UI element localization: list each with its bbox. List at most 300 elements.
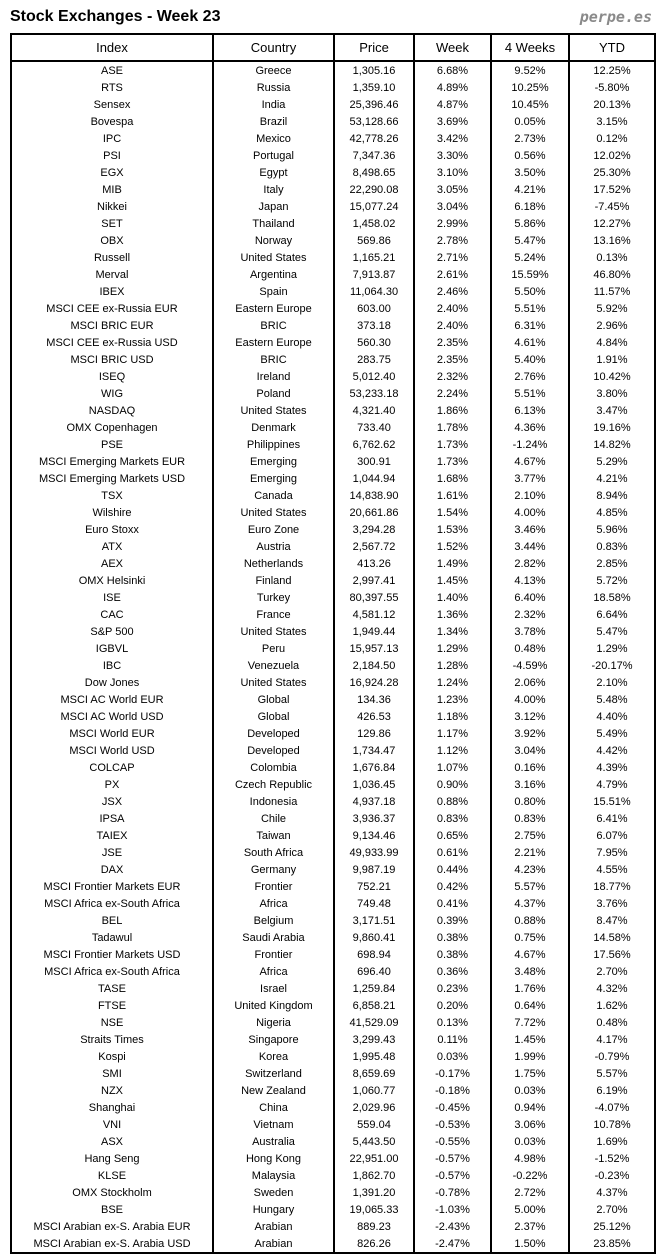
cell-price: 698.94 xyxy=(334,946,414,963)
cell-ytd: 4.85% xyxy=(596,506,628,519)
table-row xyxy=(11,742,655,759)
cell-country: Spain xyxy=(213,283,334,300)
cell-4-weeks: 3.06% xyxy=(491,1116,569,1133)
table-header-row xyxy=(11,34,655,61)
cell-week: 1.34% xyxy=(414,623,491,640)
cell-4-weeks: 0.16% xyxy=(491,759,569,776)
column-header-country: Country xyxy=(213,34,334,61)
cell-week: 4.87% xyxy=(414,96,491,113)
column-header-ytd: YTD xyxy=(569,34,655,61)
cell-country: Norway xyxy=(213,232,334,249)
cell-4-weeks: -0.22% xyxy=(491,1167,569,1184)
cell-index: Dow Jones xyxy=(11,674,213,691)
cell-ytd: -20.17% xyxy=(591,659,633,672)
table-row xyxy=(11,725,655,742)
cell-index: MSCI Africa ex-South Africa xyxy=(11,963,213,980)
cell-index: CAC xyxy=(11,606,213,623)
cell-price: 3,294.28 xyxy=(334,521,414,538)
cell-country: Greece xyxy=(213,61,334,79)
cell-ytd: 0.48% xyxy=(596,1016,628,1029)
cell-index: RTS xyxy=(11,79,213,96)
cell-4-weeks: 2.76% xyxy=(491,368,569,385)
cell-4-weeks: 3.12% xyxy=(491,708,569,725)
cell-4-weeks: 0.03% xyxy=(491,1133,569,1150)
cell-week: 0.38% xyxy=(414,946,491,963)
cell-ytd: 13.16% xyxy=(593,234,631,247)
cell-ytd: -7.45% xyxy=(594,200,630,213)
cell-country: Japan xyxy=(213,198,334,215)
cell-price: 1,862.70 xyxy=(334,1167,414,1184)
cell-week: -0.45% xyxy=(414,1099,491,1116)
cell-index: Tadawul xyxy=(11,929,213,946)
table-row xyxy=(11,1167,655,1184)
cell-price: 559.04 xyxy=(334,1116,414,1133)
table-row xyxy=(11,61,655,79)
cell-price: 1,995.48 xyxy=(334,1048,414,1065)
table-row xyxy=(11,436,655,453)
cell-4-weeks: 10.45% xyxy=(491,96,569,113)
cell-price: 134.36 xyxy=(334,691,414,708)
cell-country: New Zealand xyxy=(213,1082,334,1099)
cell-week: 3.04% xyxy=(414,198,491,215)
cell-price: 42,778.26 xyxy=(334,130,414,147)
table-row xyxy=(11,878,655,895)
cell-4-weeks: 3.50% xyxy=(491,164,569,181)
cell-ytd: 5.92% xyxy=(596,302,628,315)
cell-week: 3.05% xyxy=(414,181,491,198)
cell-4-weeks: 6.18% xyxy=(491,198,569,215)
cell-4-weeks: 0.88% xyxy=(491,912,569,929)
cell-ytd: 20.13% xyxy=(593,98,631,111)
table-row xyxy=(11,453,655,470)
table-row xyxy=(11,844,655,861)
table-row xyxy=(11,266,655,283)
cell-ytd: 18.77% xyxy=(593,880,631,893)
table-row xyxy=(11,317,655,334)
table-row xyxy=(11,487,655,504)
cell-ytd: 0.12% xyxy=(596,132,628,145)
cell-4-weeks: 15.59% xyxy=(491,266,569,283)
cell-country: India xyxy=(213,96,334,113)
cell-index: FTSE xyxy=(11,997,213,1014)
cell-week: 1.68% xyxy=(414,470,491,487)
table-row xyxy=(11,929,655,946)
cell-week: 1.73% xyxy=(414,453,491,470)
cell-price: 22,951.00 xyxy=(334,1150,414,1167)
cell-4-weeks: 1.76% xyxy=(491,980,569,997)
table-row xyxy=(11,1048,655,1065)
cell-index: Euro Stoxx xyxy=(11,521,213,538)
cell-4-weeks: 7.72% xyxy=(491,1014,569,1031)
column-header-4-weeks: 4 Weeks xyxy=(491,34,569,61)
cell-country: Sweden xyxy=(213,1184,334,1201)
cell-country: Finland xyxy=(213,572,334,589)
cell-ytd: 1.91% xyxy=(596,353,628,366)
cell-price: 22,290.08 xyxy=(334,181,414,198)
cell-4-weeks: 5.86% xyxy=(491,215,569,232)
cell-week: 1.29% xyxy=(414,640,491,657)
table-row xyxy=(11,963,655,980)
cell-country: Venezuela xyxy=(213,657,334,674)
cell-ytd: 1.29% xyxy=(596,642,628,655)
cell-price: 129.86 xyxy=(334,725,414,742)
cell-index: Merval xyxy=(11,266,213,283)
cell-ytd: -4.07% xyxy=(594,1101,630,1114)
cell-price: 7,913.87 xyxy=(334,266,414,283)
cell-ytd: 12.02% xyxy=(593,149,631,162)
table-row xyxy=(11,351,655,368)
cell-country: Africa xyxy=(213,895,334,912)
cell-price: 1,359.10 xyxy=(334,79,414,96)
cell-4-weeks: 2.32% xyxy=(491,606,569,623)
cell-4-weeks: 4.67% xyxy=(491,453,569,470)
cell-week: 0.61% xyxy=(414,844,491,861)
table-row xyxy=(11,776,655,793)
table-row xyxy=(11,1218,655,1235)
cell-country: Brazil xyxy=(213,113,334,130)
table-row xyxy=(11,521,655,538)
cell-country: Frontier xyxy=(213,878,334,895)
cell-week: 1.23% xyxy=(414,691,491,708)
cell-price: 1,949.44 xyxy=(334,623,414,640)
cell-ytd: 3.15% xyxy=(596,115,628,128)
cell-country: China xyxy=(213,1099,334,1116)
cell-index: MSCI BRIC USD xyxy=(11,351,213,368)
cell-ytd: 8.94% xyxy=(596,489,628,502)
table-row xyxy=(11,147,655,164)
cell-index: NASDAQ xyxy=(11,402,213,419)
cell-index: OBX xyxy=(11,232,213,249)
cell-index: PSI xyxy=(11,147,213,164)
cell-index: EGX xyxy=(11,164,213,181)
cell-price: 283.75 xyxy=(334,351,414,368)
cell-week: -0.55% xyxy=(414,1133,491,1150)
table-row xyxy=(11,198,655,215)
cell-4-weeks: 3.78% xyxy=(491,623,569,640)
cell-ytd: 0.13% xyxy=(596,251,628,264)
cell-week: 3.42% xyxy=(414,130,491,147)
cell-country: Eastern Europe xyxy=(213,300,334,317)
cell-price: 9,860.41 xyxy=(334,929,414,946)
cell-country: BRIC xyxy=(213,351,334,368)
cell-ytd: 4.21% xyxy=(596,472,628,485)
cell-price: 733.40 xyxy=(334,419,414,436)
cell-price: 15,077.24 xyxy=(334,198,414,215)
cell-4-weeks: 6.40% xyxy=(491,589,569,606)
cell-index: MSCI BRIC EUR xyxy=(11,317,213,334)
cell-country: Hong Kong xyxy=(213,1150,334,1167)
table-row xyxy=(11,861,655,878)
cell-week: 2.99% xyxy=(414,215,491,232)
cell-country: Korea xyxy=(213,1048,334,1065)
cell-4-weeks: 5.57% xyxy=(491,878,569,895)
cell-country: Global xyxy=(213,691,334,708)
cell-price: 1,734.47 xyxy=(334,742,414,759)
cell-week: 0.03% xyxy=(414,1048,491,1065)
table-row xyxy=(11,538,655,555)
cell-ytd: 1.62% xyxy=(596,999,628,1012)
cell-week: 2.61% xyxy=(414,266,491,283)
cell-index: TSX xyxy=(11,487,213,504)
table-row xyxy=(11,249,655,266)
cell-price: 4,581.12 xyxy=(334,606,414,623)
cell-ytd: 23.85% xyxy=(593,1237,631,1250)
cell-ytd: 2.70% xyxy=(596,1203,628,1216)
cell-index: MSCI Frontier Markets EUR xyxy=(11,878,213,895)
cell-ytd: 17.56% xyxy=(593,948,631,961)
cell-ytd: 4.32% xyxy=(596,982,628,995)
table-row xyxy=(11,113,655,130)
cell-country: Italy xyxy=(213,181,334,198)
cell-index: ISEQ xyxy=(11,368,213,385)
cell-ytd: -5.80% xyxy=(594,81,630,94)
table-row xyxy=(11,674,655,691)
cell-ytd: 6.07% xyxy=(596,829,628,842)
cell-week: 1.53% xyxy=(414,521,491,538)
cell-4-weeks: 5.24% xyxy=(491,249,569,266)
cell-ytd: 5.57% xyxy=(596,1067,628,1080)
cell-price: 5,012.40 xyxy=(334,368,414,385)
cell-index: MSCI Emerging Markets EUR xyxy=(11,453,213,470)
cell-week: 1.61% xyxy=(414,487,491,504)
cell-index: Kospi xyxy=(11,1048,213,1065)
cell-ytd: 17.52% xyxy=(593,183,631,196)
cell-country: Belgium xyxy=(213,912,334,929)
table-row xyxy=(11,385,655,402)
cell-index: IPC xyxy=(11,130,213,147)
cell-week: 1.24% xyxy=(414,674,491,691)
cell-4-weeks: 4.61% xyxy=(491,334,569,351)
cell-price: 41,529.09 xyxy=(334,1014,414,1031)
cell-ytd: 4.42% xyxy=(596,744,628,757)
cell-4-weeks: 2.75% xyxy=(491,827,569,844)
table-row xyxy=(11,997,655,1014)
cell-index: NZX xyxy=(11,1082,213,1099)
table-row xyxy=(11,402,655,419)
cell-ytd: 4.37% xyxy=(596,1186,628,1199)
table-row xyxy=(11,96,655,113)
cell-week: 1.07% xyxy=(414,759,491,776)
cell-country: Peru xyxy=(213,640,334,657)
cell-index: PX xyxy=(11,776,213,793)
cell-4-weeks: 0.56% xyxy=(491,147,569,164)
table-row xyxy=(11,793,655,810)
cell-price: 2,184.50 xyxy=(334,657,414,674)
cell-country: Egypt xyxy=(213,164,334,181)
table-row xyxy=(11,946,655,963)
cell-price: 603.00 xyxy=(334,300,414,317)
cell-ytd: -0.23% xyxy=(594,1169,630,1182)
cell-country: South Africa xyxy=(213,844,334,861)
cell-week: 1.17% xyxy=(414,725,491,742)
cell-week: -0.18% xyxy=(414,1082,491,1099)
cell-week: 1.40% xyxy=(414,589,491,606)
cell-price: 373.18 xyxy=(334,317,414,334)
cell-index: Bovespa xyxy=(11,113,213,130)
cell-4-weeks: 4.13% xyxy=(491,572,569,589)
cell-price: 889.23 xyxy=(334,1218,414,1235)
cell-4-weeks: 2.73% xyxy=(491,130,569,147)
table-row xyxy=(11,912,655,929)
cell-price: 8,659.69 xyxy=(334,1065,414,1082)
table-row xyxy=(11,1235,655,1253)
cell-week: 0.11% xyxy=(414,1031,491,1048)
cell-ytd: 6.19% xyxy=(596,1084,628,1097)
cell-4-weeks: 5.00% xyxy=(491,1201,569,1218)
cell-index: IBEX xyxy=(11,283,213,300)
table-row xyxy=(11,504,655,521)
cell-index: BEL xyxy=(11,912,213,929)
cell-4-weeks: 0.64% xyxy=(491,997,569,1014)
cell-country: Emerging xyxy=(213,470,334,487)
cell-week: -0.78% xyxy=(414,1184,491,1201)
cell-country: Russia xyxy=(213,79,334,96)
column-header-index: Index xyxy=(11,34,213,61)
cell-4-weeks: 3.04% xyxy=(491,742,569,759)
cell-index: ATX xyxy=(11,538,213,555)
cell-index: MIB xyxy=(11,181,213,198)
cell-index: ASE xyxy=(11,61,213,79)
cell-week: 0.41% xyxy=(414,895,491,912)
cell-4-weeks: 1.99% xyxy=(491,1048,569,1065)
cell-ytd: 46.80% xyxy=(593,268,631,281)
cell-country: Thailand xyxy=(213,215,334,232)
cell-country: Frontier xyxy=(213,946,334,963)
cell-4-weeks: 5.51% xyxy=(491,385,569,402)
table-row xyxy=(11,470,655,487)
cell-price: 1,165.21 xyxy=(334,249,414,266)
cell-ytd: 2.10% xyxy=(596,676,628,689)
cell-price: 1,458.02 xyxy=(334,215,414,232)
cell-price: 8,498.65 xyxy=(334,164,414,181)
cell-index: SET xyxy=(11,215,213,232)
cell-index: S&P 500 xyxy=(11,623,213,640)
cell-price: 696.40 xyxy=(334,963,414,980)
cell-country: Czech Republic xyxy=(213,776,334,793)
report-header xyxy=(10,4,652,30)
cell-index: Hang Seng xyxy=(11,1150,213,1167)
cell-week: 0.42% xyxy=(414,878,491,895)
cell-country: Denmark xyxy=(213,419,334,436)
cell-index: Russell xyxy=(11,249,213,266)
cell-country: Global xyxy=(213,708,334,725)
table-row xyxy=(11,1201,655,1218)
cell-week: 1.49% xyxy=(414,555,491,572)
cell-index: MSCI CEE ex-Russia USD xyxy=(11,334,213,351)
cell-ytd: 1.69% xyxy=(596,1135,628,1148)
cell-week: -0.57% xyxy=(414,1150,491,1167)
page-title: Stock Exchanges - Week 23 xyxy=(10,8,221,25)
cell-ytd: 19.16% xyxy=(593,421,631,434)
cell-index: OMX Copenhagen xyxy=(11,419,213,436)
cell-ytd: 3.80% xyxy=(596,387,628,400)
cell-ytd: 4.84% xyxy=(596,336,628,349)
cell-country: Arabian xyxy=(213,1218,334,1235)
cell-country: Indonesia xyxy=(213,793,334,810)
cell-4-weeks: 1.45% xyxy=(491,1031,569,1048)
cell-index: ISE xyxy=(11,589,213,606)
cell-price: 49,933.99 xyxy=(334,844,414,861)
table-row xyxy=(11,164,655,181)
cell-country: Germany xyxy=(213,861,334,878)
table-row xyxy=(11,1184,655,1201)
cell-index: OMX Helsinki xyxy=(11,572,213,589)
cell-index: Nikkei xyxy=(11,198,213,215)
cell-4-weeks: 2.82% xyxy=(491,555,569,572)
cell-4-weeks: 4.36% xyxy=(491,419,569,436)
cell-4-weeks: 3.44% xyxy=(491,538,569,555)
cell-week: 0.38% xyxy=(414,929,491,946)
table-row xyxy=(11,708,655,725)
table-row xyxy=(11,1065,655,1082)
cell-4-weeks: 5.50% xyxy=(491,283,569,300)
cell-ytd: 12.25% xyxy=(593,64,631,77)
cell-index: TAIEX xyxy=(11,827,213,844)
cell-price: 749.48 xyxy=(334,895,414,912)
table-row xyxy=(11,130,655,147)
cell-price: 1,676.84 xyxy=(334,759,414,776)
perpe-logo: perpe.es xyxy=(579,8,652,26)
cell-index: ASX xyxy=(11,1133,213,1150)
cell-country: Vietnam xyxy=(213,1116,334,1133)
cell-week: 3.10% xyxy=(414,164,491,181)
cell-country: Canada xyxy=(213,487,334,504)
cell-country: France xyxy=(213,606,334,623)
cell-country: Taiwan xyxy=(213,827,334,844)
cell-country: Israel xyxy=(213,980,334,997)
cell-index: DAX xyxy=(11,861,213,878)
cell-ytd: 10.42% xyxy=(593,370,631,383)
cell-week: 0.65% xyxy=(414,827,491,844)
cell-ytd: 4.39% xyxy=(596,761,628,774)
cell-country: Nigeria xyxy=(213,1014,334,1031)
cell-price: 9,987.19 xyxy=(334,861,414,878)
cell-index: VNI xyxy=(11,1116,213,1133)
cell-ytd: 11.57% xyxy=(593,285,631,298)
cell-week: 0.13% xyxy=(414,1014,491,1031)
cell-country: United States xyxy=(213,402,334,419)
cell-price: 7,347.36 xyxy=(334,147,414,164)
cell-index: NSE xyxy=(11,1014,213,1031)
cell-index: SMI xyxy=(11,1065,213,1082)
table-row xyxy=(11,1014,655,1031)
cell-price: 1,036.45 xyxy=(334,776,414,793)
cell-4-weeks: 9.52% xyxy=(491,61,569,79)
cell-week: -1.03% xyxy=(414,1201,491,1218)
cell-index: MSCI CEE ex-Russia EUR xyxy=(11,300,213,317)
table-row xyxy=(11,606,655,623)
cell-ytd: 4.40% xyxy=(596,710,628,723)
table-row xyxy=(11,759,655,776)
cell-ytd: 6.41% xyxy=(596,812,628,825)
cell-week: -0.57% xyxy=(414,1167,491,1184)
cell-week: 2.40% xyxy=(414,317,491,334)
cell-ytd: 8.47% xyxy=(596,914,628,927)
cell-week: -2.43% xyxy=(414,1218,491,1235)
cell-ytd: 14.58% xyxy=(593,931,631,944)
cell-4-weeks: 2.72% xyxy=(491,1184,569,1201)
cell-index: MSCI World EUR xyxy=(11,725,213,742)
cell-index: OMX Stockholm xyxy=(11,1184,213,1201)
cell-4-weeks: 3.46% xyxy=(491,521,569,538)
cell-week: -2.47% xyxy=(414,1235,491,1253)
cell-index: JSE xyxy=(11,844,213,861)
table-row xyxy=(11,1031,655,1048)
cell-ytd: 4.79% xyxy=(596,778,628,791)
cell-index: MSCI AC World USD xyxy=(11,708,213,725)
cell-country: Emerging xyxy=(213,453,334,470)
cell-index: Straits Times xyxy=(11,1031,213,1048)
